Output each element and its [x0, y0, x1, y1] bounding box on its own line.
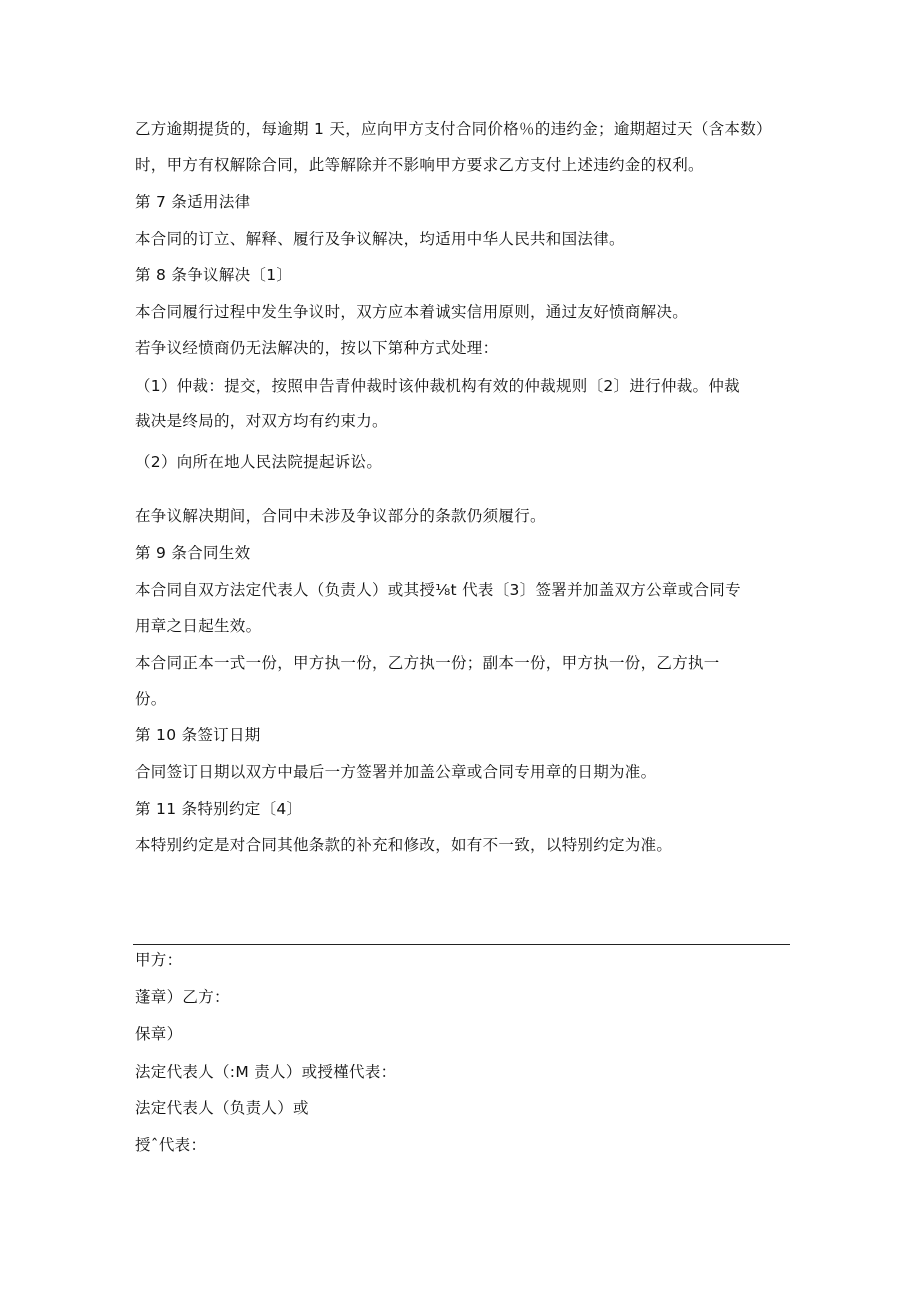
clause-text-line: 乙方逾期提货的，每逾期 1 天，应向甲方支付合同价格％的违约金；逾期超过天（含本数） — [135, 120, 772, 138]
clause-text-line: 若争议经愤商仍无法解决的，按以下第种方式处理： — [135, 339, 499, 357]
clause-text-line: 本合同履行过程中发生争议时，双方应本着诚实信用原则，通过友好愤商解决。 — [135, 303, 689, 321]
clause-text-line: 份。 — [135, 690, 167, 708]
clause-text-line: 本合同正本一式一份，甲方执一份，乙方执一份；副本一份，甲方执一份，乙方执一 — [135, 654, 720, 672]
clause-text-line: 用章之日起生效。 — [135, 617, 262, 635]
clause-heading-9: 第 9 条合同生效 — [135, 544, 251, 562]
legal-representative-label: 法定代表人（负责人）或 — [135, 1099, 309, 1117]
party-a-label: 甲方： — [135, 951, 183, 969]
clause-heading-10: 第 10 条签订日期 — [135, 726, 261, 744]
clause-heading-7: 第 7 条适用法律 — [135, 193, 251, 211]
clause-text-line: 裁决是终局的，对双方均有约束力。 — [135, 412, 388, 430]
clause-heading-8: 第 8 条争议解决〔1〕 — [135, 266, 293, 284]
clause-text-line: 时，甲方有权解除合同，此等解除并不影响甲方要求乙方支付上述违约金的权利。 — [135, 156, 704, 174]
clause-text-line: 本合同的订立、解释、履行及争议解决，均适用中华人民共和国法律。 — [135, 230, 625, 248]
clause-text-line: 本合同自双方法定代表人（负责人）或其授⅛t 代表〔3〕签署并加盖双方公章或合同专 — [135, 581, 741, 599]
clause-text-line: （2）向所在地人民法院提起诉讼。 — [135, 453, 383, 471]
signature-divider — [133, 944, 790, 945]
clause-text-line: 在争议解决期间，合同中未涉及争议部分的条款仍须履行。 — [135, 507, 546, 525]
seal-label: 保章） — [135, 1025, 183, 1043]
legal-representative-label: 法定代表人（:M 责人）或授槿代表： — [135, 1063, 397, 1081]
clause-heading-11: 第 11 条特别约定〔4〕 — [135, 800, 303, 818]
seal-party-b-label: 蓬章）乙方： — [135, 988, 230, 1006]
clause-text-line: 本特别约定是对合同其他条款的补充和修改，如有不一致，以特别约定为准。 — [135, 836, 673, 854]
authorized-representative-label: 授ˆ代表： — [135, 1136, 207, 1154]
clause-text-line: 合同签订日期以双方中最后一方签署并加盖公章或合同专用章的日期为准。 — [135, 763, 657, 781]
clause-text-line: （1）仲裁：提交，按照申告青仲裁时该仲裁机构有效的仲裁规则〔2〕进行仲裁。仲裁 — [135, 377, 740, 395]
